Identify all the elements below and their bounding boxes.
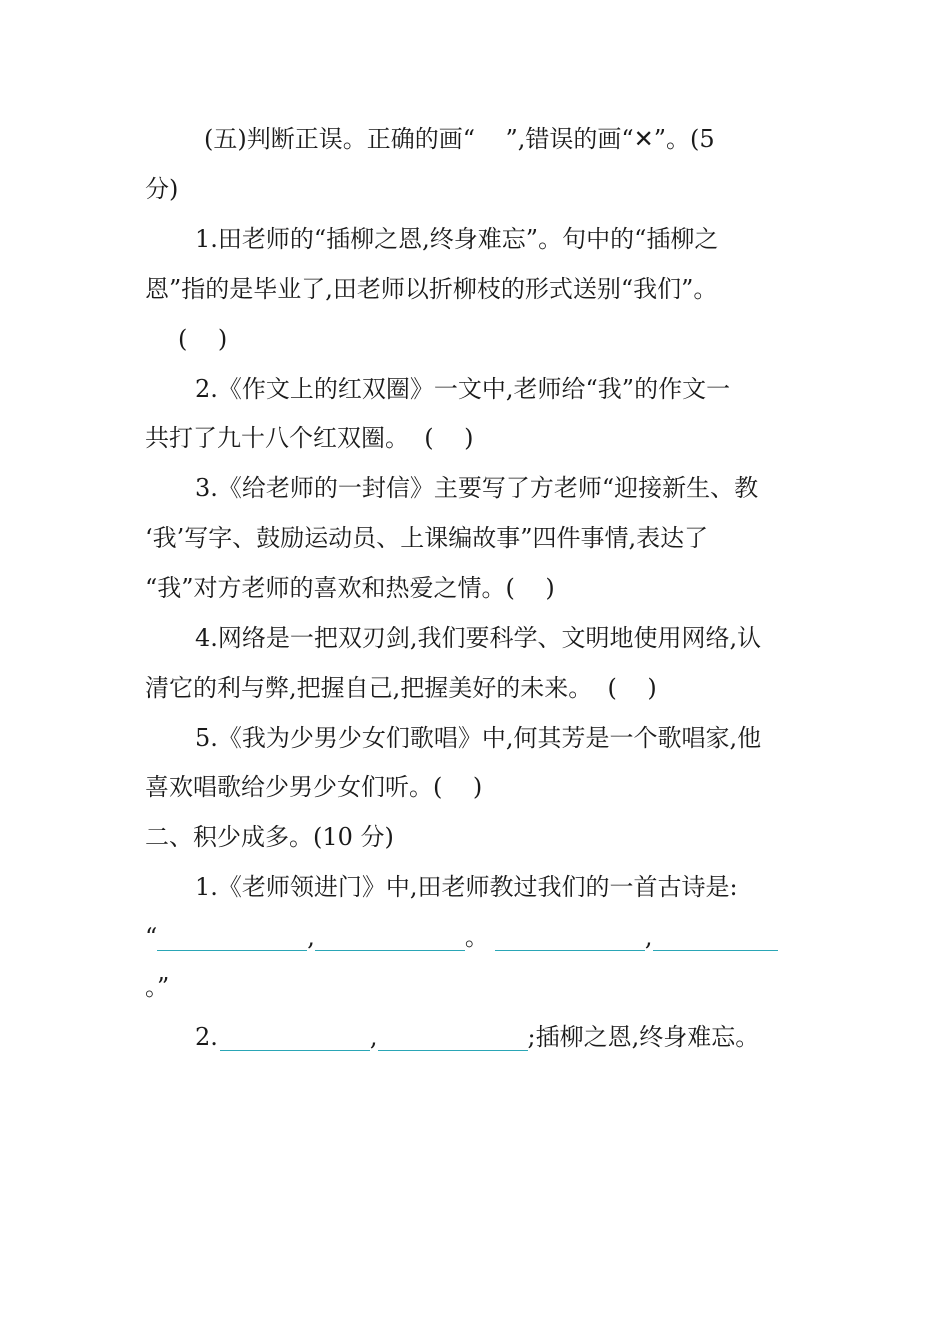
- close-quote: 。”: [145, 973, 170, 1001]
- fill-1-blank-2[interactable]: [315, 926, 465, 951]
- fill-1-blanks-row: [145, 921, 778, 953]
- question-2-line-2: 共打了九十八个红双圈。 ( ): [145, 424, 474, 452]
- fill-2-row: [195, 1021, 759, 1053]
- question-2-line-1: 2.《作文上的红双圈》一文中,老师给“我”的作文一: [195, 375, 731, 403]
- question-4-line-1: 4.网络是一把双刃剑,我们要科学、文明地使用网络,认: [195, 624, 762, 652]
- question-1-line-1: 1.田老师的“插柳之恩,终身难忘”。句中的“插柳之: [195, 225, 719, 253]
- fill-2-number: 2.: [195, 1023, 218, 1051]
- heading-part-a: (五)判断正误。正确的画“: [204, 125, 475, 153]
- question-3-line-2: ‘我’写字、鼓励运动员、上课编故事”四件事情,表达了: [145, 524, 709, 552]
- section-heading: [204, 123, 715, 155]
- section-heading-score: 分): [145, 175, 179, 203]
- fill-1-blank-4[interactable]: [653, 926, 778, 951]
- question-3-line-3: “我”对方老师的喜欢和热爱之情。( ): [145, 574, 555, 602]
- comma: ,: [307, 923, 315, 951]
- period: 。: [464, 923, 489, 951]
- question-5-line-2: 喜欢唱歌给少男少女们听。( ): [145, 773, 483, 801]
- question-1-answer-bracket[interactable]: ( ): [178, 325, 228, 353]
- fill-2-blank-1[interactable]: [220, 1026, 370, 1051]
- semicolon: ;: [527, 1023, 536, 1051]
- comma: ,: [369, 1023, 378, 1051]
- check-mark-slot: [475, 125, 506, 153]
- section-2-heading: 二、积少成多。(10 分): [145, 823, 394, 851]
- fill-1-prompt: 1.《老师领进门》中,田老师教过我们的一首古诗是:: [195, 873, 738, 901]
- question-3-line-1: 3.《给老师的一封信》主要写了方老师“迎接新生、教: [195, 474, 759, 502]
- comma: ,: [644, 923, 653, 951]
- question-1-line-2: 恩”指的是毕业了,田老师以折柳枝的形式送别“我们”。: [145, 275, 718, 303]
- question-4-line-2: 清它的利与弊,把握自己,把握美好的未来。 ( ): [145, 674, 657, 702]
- fill-1-blank-1[interactable]: [157, 926, 307, 951]
- open-quote: “: [145, 923, 158, 951]
- fill-2-blank-2[interactable]: [378, 1026, 528, 1051]
- question-5-line-1: 5.《我为少男少女们歌唱》中,何其芳是一个歌唱家,他: [195, 724, 762, 752]
- fill-1-blank-3[interactable]: [495, 926, 645, 951]
- fill-2-tail: 插柳之恩,终身难忘。: [535, 1023, 760, 1051]
- heading-part-b: ”,错误的画“✕”。(5: [505, 125, 715, 153]
